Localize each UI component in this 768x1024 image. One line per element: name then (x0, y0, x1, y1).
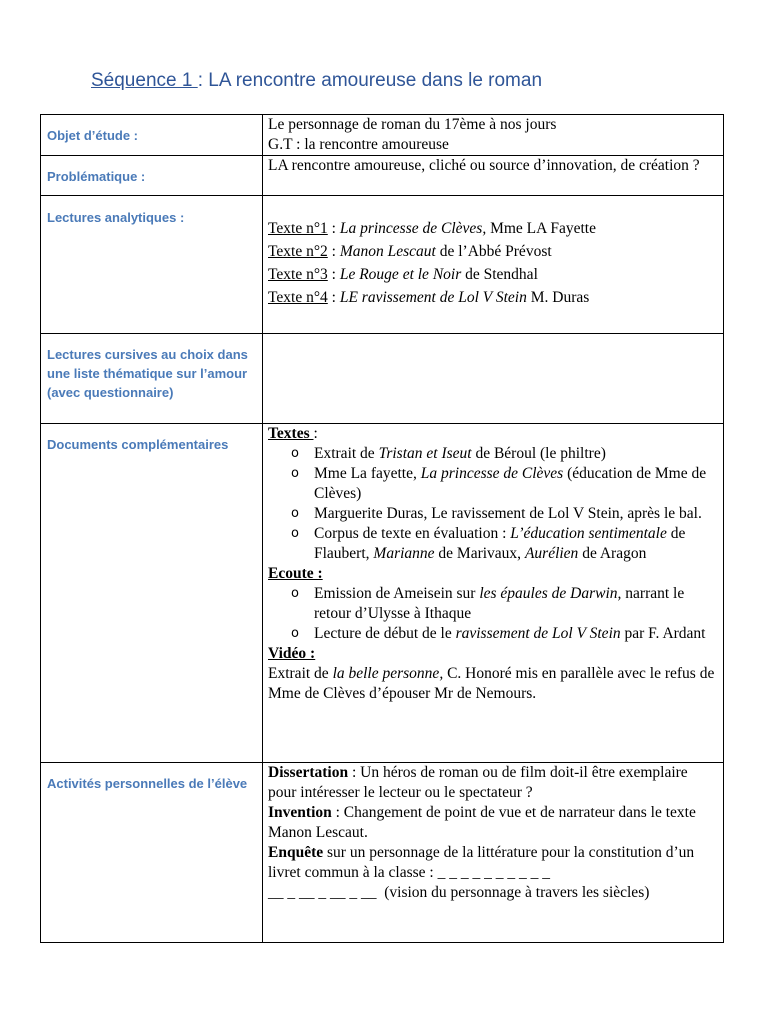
row-cursives (41, 334, 724, 424)
value-problematique: LA rencontre amoureuse, cliché ou source d’innovation, de création ? (263, 156, 724, 196)
row-documents (41, 424, 724, 763)
label-lectures: Lectures analytiques : (41, 196, 263, 334)
textes-list (268, 444, 718, 564)
activite-enquete-line2: __ _ __ _ __ _ __ (vision du personnage à travers les siècles) (268, 884, 650, 901)
sequence-title: : LA rencontre amoureuse dans le roman (197, 70, 543, 91)
label-problematique: Problématique : (41, 156, 263, 196)
label-documents: Documents complémentaires (41, 424, 263, 763)
textes-heading: Textes : (268, 425, 318, 442)
activite-dissertation: Dissertation : Un héros de roman ou de film doit-il être exemplaire pour intéresser le lecteur ou le spectateur ? (268, 764, 688, 801)
objet-line-2: G.T : la rencontre amoureuse (268, 136, 449, 153)
sequence-table (40, 114, 724, 943)
list-item: o Corpus de texte en évaluation : L’éducation sentimentale de Flaubert, Marianne de Marivaux, Aurélien de Aragon (314, 524, 718, 564)
objet-line-1: Le personnage de roman du 17ème à nos jours (268, 116, 557, 133)
row-problematique (41, 156, 724, 196)
label-cursives: Lectures cursives au choix dans une liste thématique sur l’amour (avec questionnaire) (41, 334, 263, 424)
list-item: o Mme La fayette, La princesse de Clèves (éducation de Mme de Clèves) (314, 464, 718, 504)
lecture-item: Texte n°4 : LE ravissement de Lol V Stein M. Duras (268, 289, 590, 306)
list-item: o Extrait de Tristan et Iseut de Béroul (le philtre) (314, 444, 718, 464)
value-objet (263, 115, 724, 156)
lecture-item: Texte n°2 : Manon Lescaut de l’Abbé Prévost (268, 243, 552, 260)
ecoute-heading: Ecoute : (268, 565, 323, 582)
value-documents (263, 424, 724, 763)
list-item: o Marguerite Duras, Le ravissement de Lol V Stein, après le bal. (314, 504, 718, 524)
list-item: o Lecture de début de le ravissement de Lol V Stein par F. Ardant (314, 624, 718, 644)
lecture-item: Texte n°3 : Le Rouge et le Noir de Stendhal (268, 266, 538, 283)
activite-invention: Invention : Changement de point de vue et de narrateur dans le texte Manon Lescaut. (268, 804, 696, 841)
ecoute-list (268, 584, 718, 644)
row-lectures (41, 196, 724, 334)
video-text: Extrait de la belle personne, C. Honoré mis en parallèle avec le refus de Mme de Clèves d’épouser Mr de Nemours. (268, 665, 715, 702)
label-objet: Objet d’étude : (41, 115, 263, 156)
label-activites: Activités personnelles de l’élève (41, 763, 263, 943)
video-heading: Vidéo : (268, 645, 316, 662)
page-title (91, 70, 542, 92)
list-item: o Emission de Ameisein sur les épaules de Darwin, narrant le retour d’Ulysse à Ithaque (314, 584, 718, 624)
row-activites (41, 763, 724, 943)
value-lectures (263, 196, 724, 334)
sequence-number: Séquence 1 (91, 70, 198, 91)
value-cursives (263, 334, 724, 424)
activite-enquete: Enquête sur un personnage de la littérature pour la constitution d’un livret commun à la classe : _ _ _ _ _ _ _ _ _ _ (268, 844, 695, 881)
lecture-item: Texte n°1 : La princesse de Clèves, Mme LA Fayette (268, 220, 596, 237)
value-activites (263, 763, 724, 943)
row-objet (41, 115, 724, 156)
